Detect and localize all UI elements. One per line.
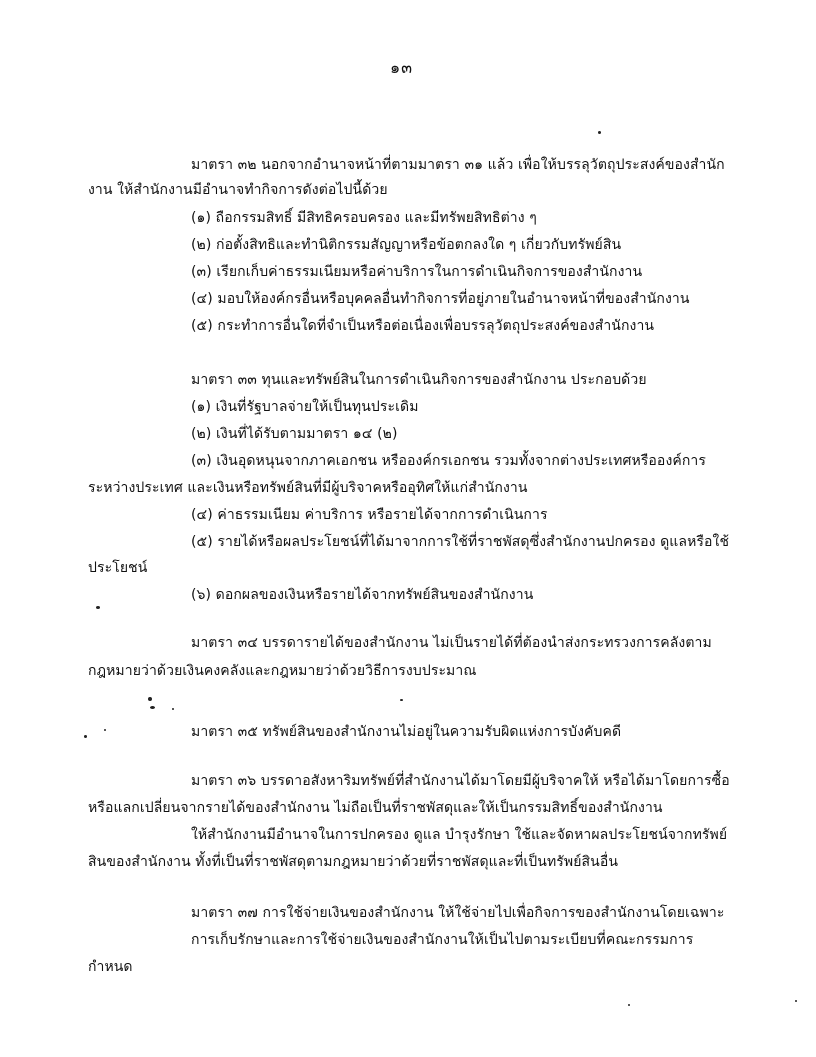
section-32-item-5: (๕) กระทำการอื่นใดที่จำเป็นหรือต่อเนื่องเพื่อบรรลุวัตถุประสงค์ของสำนักงาน [191,318,655,334]
section-33-item-2: (๒) เงินที่ได้รับตามมาตรา ๑๔ (๒) [191,426,398,442]
section-34-line-2: กฎหมายว่าด้วยเงินคงคลังและกฎหมายว่าด้วยวิธีการงบประมาณ [88,663,477,679]
section-35-line-1: มาตรา ๓๕ ทรัพย์สินของสำนักงานไม่อยู่ในความรับผิดแห่งการบังคับคดี [191,724,622,740]
section-32-item-2: (๒) ก่อตั้งสิทธิและทำนิติกรรมสัญญาหรือข้อตกลงใด ๆ เกี่ยวกับทรัพย์สิน [191,237,622,253]
section-33-item-3-line-2: ระหว่างประเทศ และเงินหรือทรัพย์สินที่มีผู้บริจาคหรืออุทิศให้แก่สำนักงาน [88,480,528,496]
section-32-line-1: มาตรา ๓๒ นอกจากอำนาจหน้าที่ตามมาตรา ๓๑ แล้ว เพื่อให้บรรลุวัตถุประสงค์ของสำนัก [191,157,725,173]
scan-speck [148,697,152,701]
scan-speck [795,1000,797,1002]
scan-speck [96,606,100,609]
section-33-item-4: (๔) ค่าธรรมเนียม ค่าบริการ หรือรายได้จากการดำเนินการ [191,507,548,523]
section-37-line-3: กำหนด [88,959,133,975]
scan-speck [628,1004,630,1006]
section-36-line-4: สินของสำนักงาน ทั้งที่เป็นที่ราชพัสดุตามกฎหมายว่าด้วยที่ราชพัสดุและที่เป็นทรัพย์สินอื่น [88,854,619,870]
scan-speck [400,699,403,701]
scan-speck [598,131,601,134]
section-32-item-1: (๑) ถือกรรมสิทธิ์ มีสิทธิครอบครอง และมีทรัพยสิทธิต่าง ๆ [191,210,537,226]
section-36-line-2: หรือแลกเปลี่ยนจากรายได้ของสำนักงาน ไม่ถือเป็นที่ราชพัสดุและให้เป็นกรรมสิทธิ์ของสำนักงาน [88,800,663,816]
page-number: ๑๓ [390,58,414,77]
section-33-item-5-line-1: (๕) รายได้หรือผลประโยชน์ที่ได้มาจากการใช้ที่ราชพัสดุซึ่งสำนักงานปกครอง ดูแลหรือใช้ [191,534,730,550]
section-33-item-5-line-2: ประโยชน์ [88,560,148,576]
section-33-item-3-line-1: (๓) เงินอุดหนุนจากภาคเอกชน หรือองค์กรเอกชน รวมทั้งจากต่างประเทศหรือองค์การ [191,453,706,469]
section-33-line-1: มาตรา ๓๓ ทุนและทรัพย์สินในการดำเนินกิจการของสำนักงาน ประกอบด้วย [191,372,647,388]
section-32-item-4: (๔) มอบให้องค์กรอื่นหรือบุคคลอื่นทำกิจการที่อยู่ภายในอำนาจหน้าที่ของสำนักงาน [191,291,690,307]
section-32-item-3: (๓) เรียกเก็บค่าธรรมเนียมหรือค่าบริการในการดำเนินกิจการของสำนักงาน [191,264,643,280]
section-33-item-6: (๖) ดอกผลของเงินหรือรายได้จากทรัพย์สินของสำนักงาน [191,587,534,603]
scan-speck [172,708,174,710]
section-36-line-1: มาตรา ๓๖ บรรดาอสังหาริมทรัพย์ที่สำนักงานได้มาโดยมีผู้บริจาคให้ หรือได้มาโดยการซื้อ [191,773,730,789]
scan-speck [84,735,87,738]
section-36-line-3: ให้สำนักงานมีอำนาจในการปกครอง ดูแล บำรุงรักษา ใช้และจัดหาผลประโยชน์จากทรัพย์ [191,827,728,843]
section-37-line-1: มาตรา ๓๗ การใช้จ่ายเงินของสำนักงาน ให้ใช้จ่ายไปเพื่อกิจการของสำนักงานโดยเฉพาะ [191,905,725,921]
section-33-item-1: (๑) เงินที่รัฐบาลจ่ายให้เป็นทุนประเดิม [191,399,419,415]
scan-speck [150,706,155,709]
section-34-line-1: มาตรา ๓๔ บรรดารายได้ของสำนักงาน ไม่เป็นรายได้ที่ต้องนำส่งกระทรวงการคลังตาม [191,635,712,651]
scan-speck [104,729,106,731]
section-32-line-2: งาน ให้สำนักงานมีอำนาจทำกิจการดังต่อไปนี้ด้วย [88,182,388,198]
section-37-line-2: การเก็บรักษาและการใช้จ่ายเงินของสำนักงานให้เป็นไปตามระเบียบที่คณะกรรมการ [191,932,694,948]
